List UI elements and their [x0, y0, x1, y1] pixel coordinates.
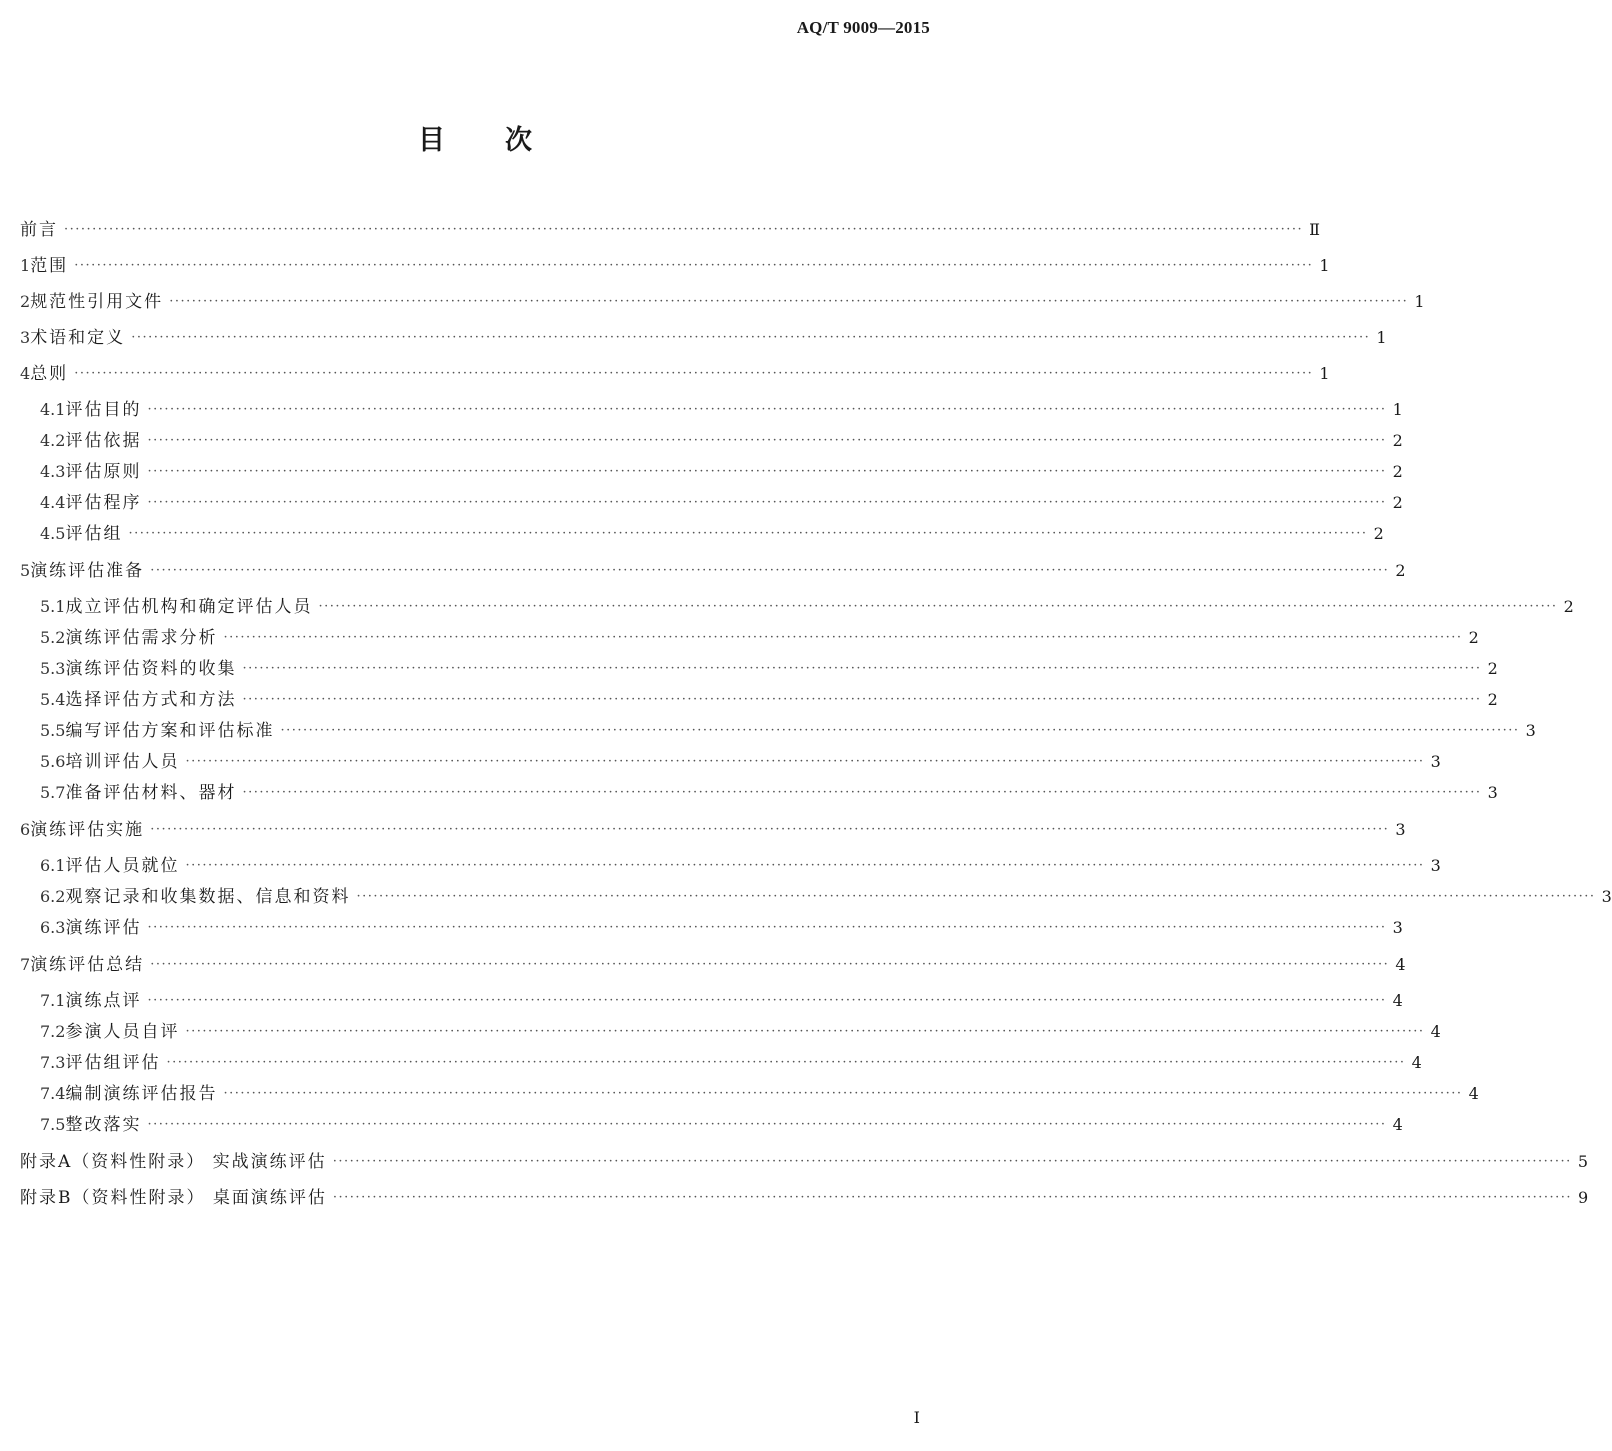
toc-entry[interactable] — [0, 782, 1498, 804]
toc-entry[interactable] — [0, 327, 1387, 349]
toc-entry-page: 9 — [1578, 1188, 1589, 1207]
toc-entry-label: 培训评估人员 — [65, 752, 180, 772]
toc-leader-dots: ···························································································································································································································· — [223, 630, 1463, 645]
toc-entry-number: 4.2 — [40, 431, 66, 450]
toc-entry-label: 演练评估准备 — [30, 561, 145, 581]
toc-entry-label: 演练评估实施 — [30, 820, 145, 840]
toc-entry-page: 2 — [1392, 462, 1403, 481]
toc-leader-dots: ···························································································································································································································· — [147, 495, 1387, 510]
standard-code: AQ/T 9009—2015 — [796, 18, 930, 37]
toc-entry-page: 1 — [1319, 364, 1330, 383]
toc-entry-label: 准备评估材料、器材 — [65, 783, 237, 803]
toc-entry-page: 3 — [1601, 887, 1612, 906]
toc-entry-page: 4 — [1468, 1084, 1479, 1103]
toc-entry-number: 5.7 — [40, 783, 66, 802]
toc-entry-label: 总则 — [30, 364, 69, 384]
toc-entry[interactable] — [0, 819, 1406, 841]
toc-entry[interactable] — [0, 855, 1441, 877]
toc-entry-number: 5.4 — [40, 690, 66, 709]
toc-entry-number: 4.3 — [40, 462, 66, 481]
toc-entry[interactable] — [0, 917, 1403, 939]
toc-entry[interactable] — [0, 291, 1425, 313]
toc-leader-dots: ···························································································································································································································· — [128, 526, 1368, 541]
toc-leader-dots: ···························································································································································································································· — [223, 1086, 1463, 1101]
toc-entry[interactable] — [0, 461, 1403, 483]
toc-entry-page: 4 — [1395, 955, 1406, 974]
toc-entry-page: 3 — [1392, 918, 1403, 937]
toc-entry-label: 前言 — [20, 220, 58, 240]
toc-entry[interactable] — [0, 1052, 1422, 1074]
toc-entry[interactable] — [0, 560, 1406, 582]
toc-entry-number: 7.5 — [40, 1115, 66, 1134]
toc-entry[interactable] — [0, 720, 1536, 742]
toc-entry-number: 1 — [20, 256, 31, 275]
toc-leader-dots: ···························································································································································································································· — [332, 1154, 1572, 1169]
toc-leader-dots: ···························································································································································································································· — [356, 889, 1596, 904]
title-char-2: 次 — [505, 125, 532, 156]
page-number: Ⅰ — [913, 1410, 920, 1427]
toc-leader-dots: ···························································································································································································································· — [318, 599, 1558, 614]
toc-entry-number: 6.3 — [40, 918, 66, 937]
toc-entry-page: 3 — [1525, 721, 1536, 740]
toc-entry-label: 评估程序 — [65, 493, 142, 513]
toc-entry-number: 5.6 — [40, 752, 66, 771]
toc-entry-page: 4 — [1392, 1115, 1403, 1134]
toc-leader-dots: ···························································································································································································································· — [185, 754, 1425, 769]
toc-entry-page: 2 — [1487, 659, 1498, 678]
toc-entry[interactable] — [0, 430, 1403, 452]
toc-leader-dots: ···························································································································································································································· — [147, 402, 1387, 417]
toc-leader-dots: ···························································································································································································································· — [166, 1055, 1406, 1070]
toc-leader-dots: ···························································································································································································································· — [147, 1117, 1387, 1132]
toc-leader-dots: ···························································································································································································································· — [147, 993, 1387, 1008]
toc-entry-page: 1 — [1319, 256, 1330, 275]
toc-entry[interactable] — [0, 954, 1406, 976]
toc-entry-label: 编写评估方案和评估标准 — [65, 721, 275, 741]
toc-entry-label: 附录A（资料性附录） 实战演练评估 — [20, 1152, 327, 1172]
toc-entry[interactable] — [0, 1151, 1588, 1173]
toc-leader-dots: ···························································································································································································································· — [64, 222, 1304, 237]
toc-entry-page: 3 — [1430, 752, 1441, 771]
toc-entry-number: 5.5 — [40, 721, 66, 740]
toc-leader-dots: ···························································································································································································································· — [185, 858, 1425, 873]
toc-entry-page: 3 — [1487, 783, 1498, 802]
toc-entry-page: 1 — [1414, 292, 1425, 311]
toc-entry[interactable] — [0, 689, 1498, 711]
toc-leader-dots: ···························································································································································································································· — [150, 957, 1390, 972]
toc-leader-dots: ···························································································································································································································· — [150, 822, 1390, 837]
toc-entry[interactable] — [0, 990, 1403, 1012]
toc-entry[interactable] — [0, 399, 1403, 421]
toc-leader-dots: ···························································································································································································································· — [242, 692, 1482, 707]
toc-entry-number: 6.2 — [40, 887, 66, 906]
toc-entry-number: 2 — [20, 292, 31, 311]
toc-entry-label: 演练评估需求分析 — [65, 628, 218, 648]
toc-entry-label: 演练评估资料的收集 — [65, 659, 237, 679]
toc-entry-number: 6 — [20, 820, 31, 839]
toc-leader-dots: ···························································································································································································································· — [147, 920, 1387, 935]
toc-entry-label: 评估依据 — [65, 431, 142, 451]
toc-entry-label: 参演人员自评 — [65, 1022, 180, 1042]
toc-entry-number: 7 — [20, 955, 31, 974]
toc-entry-label: 评估人员就位 — [65, 856, 180, 876]
toc-entry-number: 4.1 — [40, 400, 66, 419]
toc-entry-page: 2 — [1563, 597, 1574, 616]
toc-leader-dots: ···························································································································································································································· — [147, 433, 1387, 448]
toc-leader-dots: ···························································································································································································································· — [242, 661, 1482, 676]
toc-entry-number: 7.4 — [40, 1084, 66, 1103]
toc-entry[interactable] — [0, 1083, 1479, 1105]
toc-entry-number: 7.1 — [40, 991, 66, 1010]
toc-entry[interactable] — [0, 1114, 1403, 1136]
toc-entry[interactable] — [0, 523, 1384, 545]
toc-entry[interactable] — [0, 219, 1320, 241]
toc-entry-label: 成立评估机构和确定评估人员 — [65, 597, 313, 617]
toc-entry-label: 评估目的 — [65, 400, 142, 420]
toc-entry-number: 5 — [20, 561, 31, 580]
toc-entry-page: 2 — [1373, 524, 1384, 543]
toc-entry-number: 3 — [20, 328, 31, 347]
toc-entry-page: 2 — [1468, 628, 1479, 647]
toc-entry-number: 5.3 — [40, 659, 66, 678]
toc-leader-dots: ···························································································································································································································· — [131, 330, 1371, 345]
toc-entry[interactable] — [0, 658, 1498, 680]
toc-entry-number: 4.5 — [40, 524, 66, 543]
toc-entry[interactable] — [0, 886, 1612, 908]
toc-leader-dots: ···························································································································································································································· — [74, 366, 1314, 381]
toc-entry[interactable] — [0, 751, 1441, 773]
toc-entry-page: 2 — [1392, 431, 1403, 450]
toc-entry-page: 1 — [1392, 400, 1403, 419]
toc-entry[interactable] — [0, 596, 1574, 618]
toc-entry[interactable] — [0, 1021, 1441, 1043]
toc-leader-dots: ···························································································································································································································· — [332, 1190, 1573, 1205]
toc-entry-label: 编制演练评估报告 — [65, 1084, 218, 1104]
toc-entry-number: 5.2 — [40, 628, 66, 647]
toc-entry[interactable] — [0, 627, 1479, 649]
toc-entry-page: 4 — [1430, 1022, 1441, 1041]
toc-entry-page: 2 — [1392, 493, 1403, 512]
toc-entry-number: 4 — [20, 364, 31, 383]
toc-entry-number: 7.2 — [40, 1022, 66, 1041]
toc-entry[interactable] — [0, 1187, 1589, 1209]
toc-entry-page: 3 — [1430, 856, 1441, 875]
title-char-1: 目 — [418, 125, 445, 156]
toc-entry-label: 评估原则 — [65, 462, 142, 482]
toc-entry-label: 演练点评 — [65, 991, 142, 1011]
toc-entry[interactable] — [0, 363, 1330, 385]
toc-entry-number: 6.1 — [40, 856, 66, 875]
toc-entry-label: 选择评估方式和方法 — [65, 690, 237, 710]
toc-leader-dots: ···························································································································································································································· — [242, 785, 1482, 800]
toc-leader-dots: ···························································································································································································································· — [74, 258, 1314, 273]
toc-entry-label: 评估组 — [65, 524, 123, 544]
toc-entry-number: 4.4 — [40, 493, 66, 512]
toc-leader-dots: ···························································································································································································································· — [169, 294, 1409, 309]
toc-entry-label: 规范性引用文件 — [30, 292, 164, 312]
toc-entry-page: 2 — [1395, 561, 1406, 580]
toc-entry-page: 4 — [1411, 1053, 1422, 1072]
toc-entry-label: 评估组评估 — [65, 1053, 161, 1073]
toc-entry-number: 5.1 — [40, 597, 66, 616]
toc-entry-label: 观察记录和收集数据、信息和资料 — [65, 887, 351, 907]
toc-entry-page: 1 — [1376, 328, 1387, 347]
toc-entry[interactable] — [0, 255, 1330, 277]
toc-entry-label: 范围 — [30, 256, 69, 276]
toc-entry-page: 2 — [1487, 690, 1498, 709]
toc-entry-page: 5 — [1577, 1152, 1588, 1171]
toc-entry[interactable] — [0, 492, 1403, 514]
toc-entry-label: 演练评估总结 — [30, 955, 145, 975]
toc-leader-dots: ···························································································································································································································· — [150, 563, 1390, 578]
toc-leader-dots: ···························································································································································································································· — [280, 723, 1520, 738]
toc-entry-label: 整改落实 — [65, 1115, 142, 1135]
page-title — [0, 118, 950, 157]
toc-entry-page: 3 — [1395, 820, 1406, 839]
toc-entry-page: 4 — [1392, 991, 1403, 1010]
toc-entry-page: Ⅱ — [1309, 220, 1320, 239]
toc-leader-dots: ···························································································································································································································· — [147, 464, 1387, 479]
toc-entry-label: 附录B（资料性附录） 桌面演练评估 — [20, 1188, 327, 1208]
toc-entry-number: 7.3 — [40, 1053, 66, 1072]
toc-leader-dots: ···························································································································································································································· — [185, 1024, 1425, 1039]
toc-entry-label: 演练评估 — [65, 918, 142, 938]
toc-entry-label: 术语和定义 — [30, 328, 126, 348]
